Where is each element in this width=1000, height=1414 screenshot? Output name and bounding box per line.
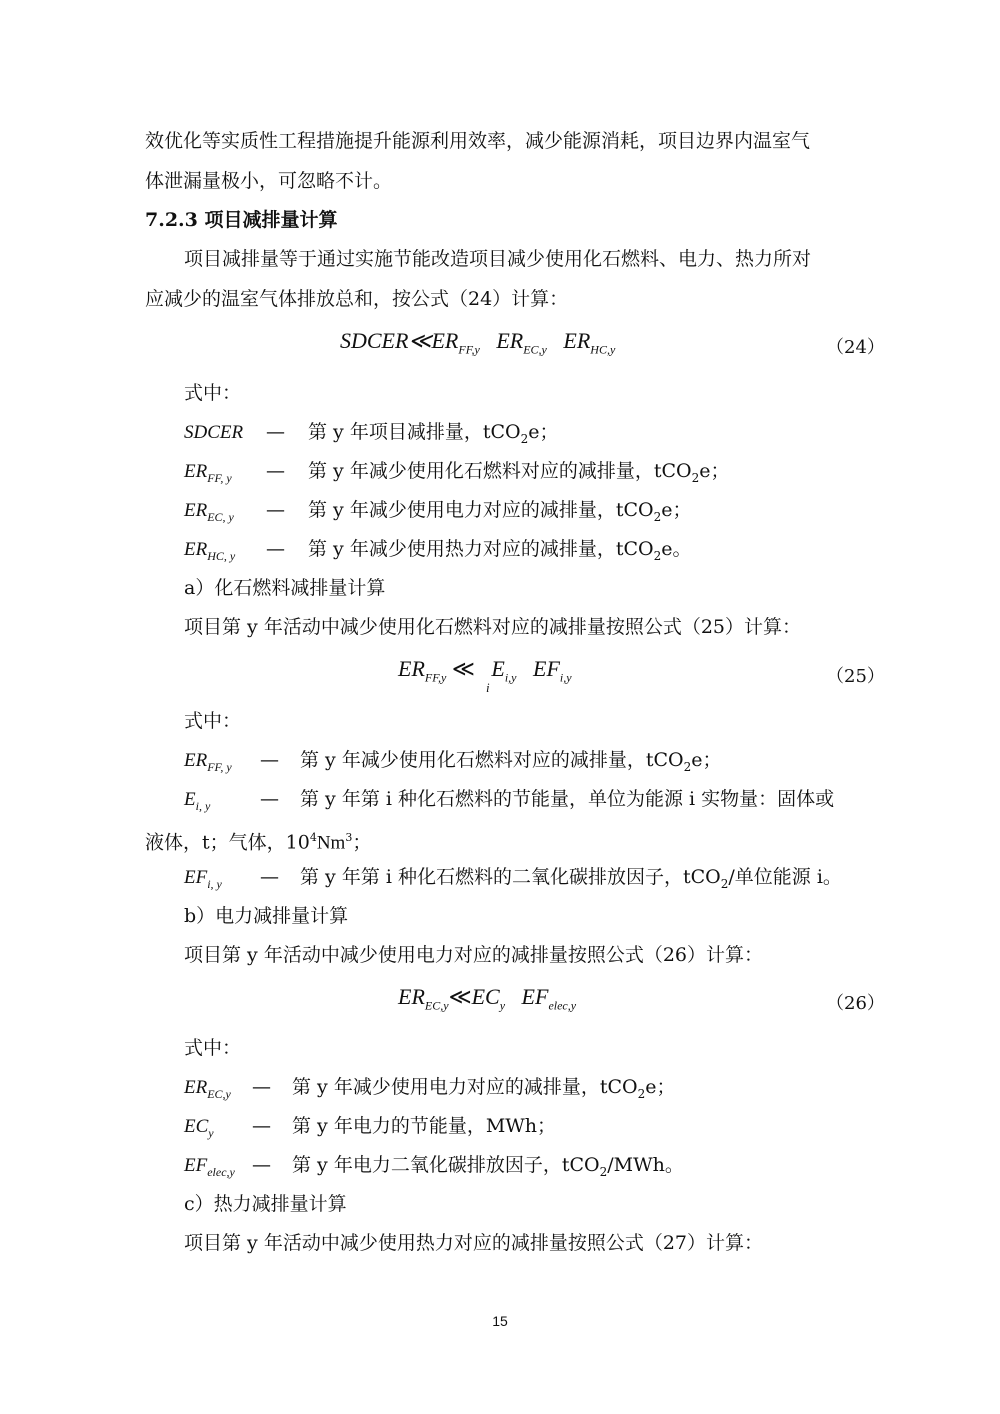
equation-number: （26） — [826, 993, 885, 1014]
definition-line — [184, 420, 558, 451]
unit-tail: ； — [352, 831, 372, 854]
definition-line — [145, 826, 371, 855]
subscript: elec,y — [207, 1164, 235, 1179]
definition-line — [184, 537, 691, 568]
formula-note: 式中： — [184, 382, 242, 404]
symbol: EC — [184, 1116, 209, 1137]
eq-subscript: FF,y — [458, 342, 480, 357]
eq-term: ER — [398, 656, 425, 681]
eq-subscript: elec,y — [548, 998, 577, 1013]
dash: — — [252, 1154, 271, 1176]
definition-line — [184, 748, 721, 779]
definition-text: 第 y 年项目减排量，tCO — [308, 421, 521, 443]
symbol: ER — [184, 539, 208, 560]
eq-subscript: i,y — [559, 670, 572, 685]
definition-text: 第 y 年第 i 种化石燃料的二氧化碳排放因子，tCO — [300, 866, 721, 888]
eq-term: ER — [496, 328, 524, 353]
section-heading: 7.2.3 项目减排量计算 — [145, 209, 338, 231]
paragraph-line: 项目第 y 年活动中减少使用电力对应的减排量按照公式（26）计算： — [184, 944, 763, 966]
formula-note: 式中： — [184, 710, 242, 732]
unit-tail: e； — [528, 421, 559, 443]
superscript: 3 — [345, 831, 353, 844]
definition-text: 第 y 年电力的节能量，MWh； — [292, 1115, 557, 1137]
symbol: E — [184, 789, 196, 810]
paragraph-line: 体泄漏量极小，可忽略不计。 — [145, 170, 393, 192]
subscript: 2 — [691, 470, 700, 485]
unit-tail: e； — [645, 1076, 676, 1098]
eq-term: EC — [471, 984, 500, 1009]
subscript: 2 — [637, 1086, 646, 1101]
unit-tail: e。 — [661, 538, 692, 560]
dash: — — [266, 421, 285, 443]
subscript: HC, y — [207, 548, 236, 563]
definition-text: 液体，t；气体，10 — [145, 831, 310, 854]
dash: — — [260, 866, 279, 888]
subscript: i, y — [195, 798, 211, 813]
eq-term: EF — [533, 656, 560, 681]
definition-line — [184, 1075, 675, 1106]
definition-line — [184, 459, 729, 490]
unit-tail: e； — [661, 499, 692, 521]
unit-tail: e； — [699, 460, 730, 482]
symbol: ER — [184, 500, 208, 521]
subsection-title: a）化石燃料减排量计算 — [184, 577, 386, 599]
eq-term: SDCER — [340, 328, 409, 353]
unit-tail: /单位能源 i。 — [728, 866, 842, 888]
dash: — — [252, 1076, 271, 1098]
symbol: EF — [184, 867, 208, 888]
definition-line — [184, 498, 691, 529]
dash: — — [266, 499, 285, 521]
subscript: FF, y — [207, 759, 232, 774]
equation-26 — [398, 984, 576, 1013]
definition-text: 第 y 年减少使用热力对应的减排量，tCO — [308, 538, 654, 560]
paragraph-line: 项目第 y 年活动中减少使用化石燃料对应的减排量按照公式（25）计算： — [184, 616, 801, 638]
eq-operator: ≪ — [448, 984, 472, 1009]
unit: Nm — [316, 832, 346, 854]
subscript: i, y — [207, 876, 222, 891]
dash: — — [266, 460, 285, 482]
eq-term: ER — [563, 328, 591, 353]
definition-text: 第 y 年减少使用化石燃料对应的减排量，tCO — [308, 460, 692, 482]
definition-text: 第 y 年第 i 种化石燃料的节能量，单位为能源 i 实物量：固体或 — [300, 788, 835, 810]
symbol: ER — [184, 1077, 208, 1098]
subscript: 2 — [520, 431, 529, 446]
dash: — — [266, 538, 285, 560]
formula-note: 式中： — [184, 1037, 242, 1059]
unit-tail: e； — [691, 749, 722, 771]
eq-subscript: y — [499, 998, 506, 1013]
superscript: 4 — [309, 831, 317, 844]
dash: — — [260, 788, 279, 810]
subscript: y — [208, 1125, 214, 1140]
eq-term: EF — [521, 984, 549, 1009]
definition-line — [184, 1153, 684, 1184]
definition-text: 第 y 年减少使用电力对应的减排量，tCO — [292, 1076, 638, 1098]
equation-25 — [398, 656, 572, 685]
definition-text: 第 y 年减少使用电力对应的减排量，tCO — [308, 499, 654, 521]
eq-operator: ≪ — [451, 656, 475, 681]
eq-operator: ≪ — [408, 328, 432, 353]
symbol: SDCER — [184, 422, 244, 443]
paragraph-line: 项目减排量等于通过实施节能改造项目减少使用化石燃料、电力、热力所对 — [184, 248, 812, 270]
unit-tail: /MWh。 — [607, 1154, 684, 1176]
definition-text: 第 y 年电力二氧化碳排放因子，tCO — [292, 1154, 600, 1176]
subscript: 2 — [653, 509, 662, 524]
subscript: FF, y — [207, 470, 232, 485]
equation-number: （24） — [826, 337, 885, 358]
subsection-title: b）电力减排量计算 — [184, 905, 349, 927]
symbol: ER — [184, 750, 208, 771]
subscript: EC,y — [207, 1086, 231, 1101]
subscript: 2 — [599, 1164, 608, 1179]
subscript: EC, y — [207, 509, 234, 524]
subscript: 2 — [683, 759, 692, 774]
eq-subscript: EC,y — [523, 342, 547, 357]
subscript: 2 — [720, 876, 729, 891]
paragraph-line: 应减少的温室气体排放总和，按公式（24）计算： — [145, 288, 569, 310]
page-number: 15 — [492, 1313, 508, 1329]
definition-line — [184, 1114, 556, 1145]
symbol: EF — [184, 1155, 208, 1176]
paragraph-line: 效优化等实质性工程措施提升能源利用效率，减少能源消耗，项目边界内温室气 — [145, 130, 811, 152]
equation-number: （25） — [826, 666, 885, 687]
eq-term: ER — [431, 328, 459, 353]
eq-term: ER — [398, 984, 425, 1009]
paragraph-line: 项目第 y 年活动中减少使用热力对应的减排量按照公式（27）计算： — [184, 1232, 763, 1254]
dash: — — [252, 1115, 271, 1137]
eq-subscript: HC,y — [590, 342, 616, 357]
definition-line — [184, 865, 842, 896]
eq-subscript: EC,y — [424, 998, 449, 1013]
sum-index: i — [486, 680, 490, 695]
definition-text: 第 y 年减少使用化石燃料对应的减排量，tCO — [300, 749, 684, 771]
eq-subscript: FF,y — [424, 670, 447, 685]
equation-24 — [340, 328, 615, 357]
definition-line — [184, 787, 834, 818]
dash: — — [260, 749, 279, 771]
eq-term: E — [491, 656, 505, 681]
subsection-title: c）热力减排量计算 — [184, 1193, 347, 1215]
symbol: ER — [184, 461, 208, 482]
subscript: 2 — [653, 548, 662, 563]
eq-subscript: i,y — [504, 670, 517, 685]
